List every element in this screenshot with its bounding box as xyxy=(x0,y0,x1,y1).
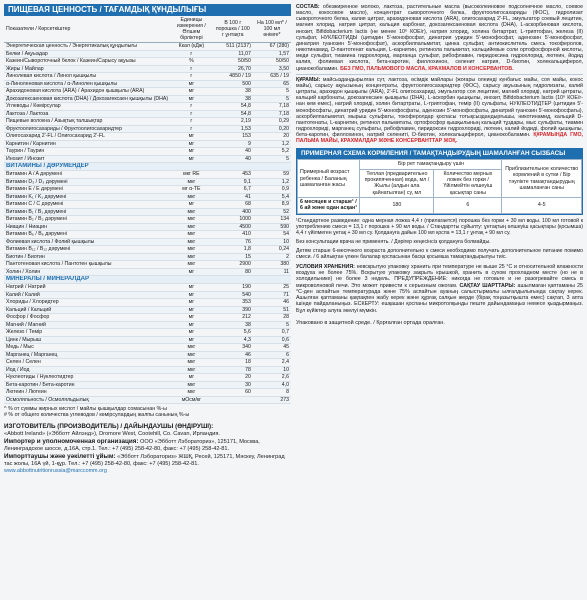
nutrient-unit: Ккал (кДж) xyxy=(170,43,213,51)
composition-kz-title: ҚҰРАМЫ: xyxy=(296,76,321,83)
nutrient-unit: г xyxy=(170,50,213,58)
nutrition-panel xyxy=(4,4,291,475)
nutrition-row xyxy=(4,73,291,81)
nutrient-name: Витамин E / E дәрумені xyxy=(4,186,170,194)
value-per-100ml: 5,4 xyxy=(253,193,291,201)
nutrient-unit: мг xyxy=(170,299,213,307)
value-per-100g: 80 xyxy=(213,268,253,276)
value-per-100g: 1,8 xyxy=(213,246,253,254)
value-per-100g: 9,1 xyxy=(213,178,253,186)
nutrient-name: Пантотеновая кислота / Пантотен қышқылы xyxy=(4,261,170,269)
value-per-100g: 40 xyxy=(213,148,253,156)
nutrient-name: Лактоза / Лактоза xyxy=(4,110,170,118)
nutrition-row xyxy=(4,193,291,201)
nutrition-row xyxy=(4,314,291,322)
nutrition-row xyxy=(4,50,291,58)
feeding-table xyxy=(297,159,582,213)
nutrient-unit: мг xyxy=(170,314,213,322)
nutrient-name: Йод / Йод xyxy=(4,366,170,374)
value-per-100ml: 8,9 xyxy=(253,201,291,209)
column-header: В 100 г порошка / 100 г ұнтақта xyxy=(213,16,253,43)
nutrition-row xyxy=(4,374,291,382)
nutrient-name: Хлориды / Хлоридтер xyxy=(4,299,170,307)
nutrient-name: Осмоляльность / Осмоляльдылық xyxy=(4,396,170,404)
nutrient-name: Белки / Ақуыздар xyxy=(4,50,170,58)
value-per-100g: 5,6 xyxy=(213,329,253,337)
value-per-100g: 190 xyxy=(213,284,253,292)
nutrient-unit: мг xyxy=(170,88,213,96)
value-per-100g: 15 xyxy=(213,253,253,261)
value-per-100g: 20 xyxy=(213,374,253,382)
column-header: На 100 мл* / 100 мл өнімге* xyxy=(253,16,291,43)
feeding-count: 4-5 xyxy=(502,197,582,213)
nutrition-row xyxy=(4,118,291,126)
value-per-100ml: 2,6 xyxy=(253,374,291,382)
nutrient-unit: мг xyxy=(170,155,213,163)
nutrition-row xyxy=(4,110,291,118)
nutrient-unit: г xyxy=(170,73,213,81)
nutrient-unit: мг xyxy=(170,336,213,344)
value-per-100ml: 4,0 xyxy=(253,381,291,389)
value-per-100g: 68 xyxy=(213,201,253,209)
value-per-100g: 38 xyxy=(213,88,253,96)
manufacturer-block xyxy=(4,423,291,475)
nutrient-unit: мкг xyxy=(170,238,213,246)
nutrient-name: Холин / Холин xyxy=(4,268,170,276)
storage-kz-title: САҚТАУ ШАРТТАРЫ: xyxy=(459,282,516,289)
nutrient-name: Таурин / Таурин xyxy=(4,148,170,156)
value-per-100g: 54,8 xyxy=(213,110,253,118)
nutrient-name: Магний / Магний xyxy=(4,321,170,329)
value-per-100ml: 1,2 xyxy=(253,178,291,186)
importer-kz-title: Импорттаушы және уәкілетті ұйым: xyxy=(4,452,116,460)
nutrition-row xyxy=(4,140,291,148)
feeding-header-age: Примерный возраст ребенка / Баланың шамаланған жасы xyxy=(298,160,360,197)
nutrient-name: Карнитин / Карнитин xyxy=(4,140,170,148)
value-per-100g: 41 xyxy=(213,193,253,201)
nutrient-unit: г xyxy=(170,103,213,111)
importer-title: Импортер и уполномоченная организация: xyxy=(4,437,139,445)
nutrient-name: Инозит / Инозит xyxy=(4,155,170,163)
nutrition-row xyxy=(4,359,291,367)
importer-kz-address: «Эбботт Лэбораториз» ЖШҚ, Ресей, 125171, Мәскеу, Ленинград тас жолы, 16А үй, 1-құр. Тел.: +7 (495) 258-42-80, факс: +7 (495) 258-42-81. xyxy=(4,453,285,467)
nutrient-name: Витамин K₁ / K₁ дәрумені xyxy=(4,193,170,201)
feeding-age: 6 месяцев и старше¹ / 6 ай және одан асқан¹ xyxy=(298,197,360,213)
dilution-note: ¹Стандартное разведение: одна мерная ложка 4,4 г (прилагается) порошка без горки + 30 мл воды. 100 мл готовой к употреблению смеси = 13,1 г порошка + 90 мл воды. / Стандартты сұйылту: ұнтақтың өлшеуіш қасықтары (қосымша) 4,4 г үйілмеген ұнтақ + 30 мл су. Қолдануға дайын 100 мл қоспа = 13,1 г ұнтақ + 90 мл су. xyxy=(296,217,583,236)
feeding-table-head xyxy=(298,160,582,169)
nutrient-name: Витамин C / C дәрумені xyxy=(4,201,170,209)
nutrition-row xyxy=(4,261,291,269)
value-per-100g: 46 xyxy=(213,351,253,359)
value-per-100ml: 8 xyxy=(253,389,291,397)
value-per-100ml: 71 xyxy=(253,291,291,299)
value-per-100g: 340 xyxy=(213,344,253,352)
nutrient-name: Линолевая кислота / Линол қышқылы xyxy=(4,73,170,81)
nutrient-unit: мкг xyxy=(170,366,213,374)
value-per-100g: 2900 xyxy=(213,261,253,269)
nutrition-row xyxy=(4,201,291,209)
manufacturer-address: «Abbott Ireland» («Эбботт Айлэнд»), Dromore West, Cootehill, Co. Cavan, Ирландия. xyxy=(4,430,220,437)
nutrition-row xyxy=(4,291,291,299)
nutrient-unit: мкг xyxy=(170,261,213,269)
value-per-100g: 78 xyxy=(213,366,253,374)
value-per-100ml: 20 xyxy=(253,133,291,141)
composition-kz-text: майсыздандырылған сүт, лактоза, өсімдік майлары (жоғары олеинді күнбағыс майы, соя майы, кокос майы), сарысу ақуызының концентраты, фруктоолигосахаридтер (ФОС), сарысу ақуызының гидролизаты, калий цитраты, арахидон қышқылы (ARA), 2'-FL олигосахариді, эмульгатор соя лецитині, магний хлориді, натрий цитраты, кальций карбонаты, докозагексаен қышқылы (DHA), L-аскорбин қышқылы, инозит, Bifidobacterium lactis (10⁶ КОЕ/г-нан кем емес), натрий хлориді, холин битартраты, L-триптофан, темір (II) сульфаты, НУКЛЕОТИДТЕР (цитидин 5'-монофосфаты, динатрий уридин 5'-монофосфаты, аденозин 5'-монофосфаты, динатрий гуанозин 5'-монофосфаты), аскорбилпальмитат, мырыш сульфаты, токоферолдар қоспасы тотықсыздандырғышы, никотинамид, кальций D-пантотенаты, L-карнитин, ретинол пальмитаты, ортофосфор қышқылының кальций тұздары, мыс сульфаты, тиамин гидрохлориді, марганец сульфаты, рибофлавин, пиридоксин гидрохлориді, лютеин, калий йодиді, фолий қышқылы, бета-каротин, филлохинон, натрий селениті, D-биотин, холекальциферол, цианокобаламин. xyxy=(296,76,583,139)
column-header: Единицы измерения / Өлшем бірліктері xyxy=(170,16,213,43)
vitamins-section-header: ВИТАМИНЫ / ДӘРУМЕНДЕР xyxy=(4,163,291,171)
nutrient-name: Витамин B₆ / B₆ дәрумені xyxy=(4,231,170,239)
nutrition-row xyxy=(4,284,291,292)
value-per-100ml: 7,18 xyxy=(253,103,291,111)
value-per-100ml: 635 / 19 xyxy=(253,73,291,81)
value-per-100ml: 2,4 xyxy=(253,359,291,367)
value-per-100ml: 3,50 xyxy=(253,65,291,73)
value-per-100g: 212 xyxy=(213,314,253,322)
value-per-100ml: 0,29 xyxy=(253,118,291,126)
value-per-100g: 18 xyxy=(213,359,253,367)
nutrition-row xyxy=(4,88,291,96)
nutrient-unit: мг α-TE xyxy=(170,186,213,194)
value-per-100g: 2,19 xyxy=(213,118,253,126)
nutrient-name: Бета-каротин / Бета-каротин xyxy=(4,381,170,389)
footnotes xyxy=(4,406,291,419)
footnote: ^ % от суммы жирных кислот / майлы қышқылдар сомасынан %-ы xyxy=(4,406,167,412)
value-per-100ml: 10 xyxy=(253,238,291,246)
value-per-100ml: 67 (280) xyxy=(253,43,291,51)
value-per-100ml: 1,2 xyxy=(253,140,291,148)
nutrient-unit: мкг RE xyxy=(170,171,213,179)
value-per-100ml: 5,2 xyxy=(253,148,291,156)
nutrition-row xyxy=(4,351,291,359)
value-per-100ml: 11 xyxy=(253,268,291,276)
nutrition-row xyxy=(4,231,291,239)
nutrient-unit: мг xyxy=(170,306,213,314)
value-per-100ml: 0,6 xyxy=(253,336,291,344)
footnote: # % от общего количества углеводов / көмірсулардың жалпы санының %-ы xyxy=(4,412,190,419)
nutrition-row xyxy=(4,65,291,73)
nutrient-name: Витамин B₂ / B₂ дәрумені xyxy=(4,216,170,224)
value-per-100ml: 51 xyxy=(253,306,291,314)
value-per-100g: 410 xyxy=(213,231,253,239)
nutrient-unit: мг xyxy=(170,201,213,209)
nutrient-name: Энергетическая ценность / Энергетикалық құндылығы xyxy=(4,43,170,51)
value-per-100ml: 380 xyxy=(253,261,291,269)
nutrition-row xyxy=(4,223,291,231)
value-per-100g: 500 xyxy=(213,80,253,88)
nutrition-row xyxy=(4,253,291,261)
nutrient-unit: % xyxy=(170,58,213,66)
nutrition-row xyxy=(4,155,291,163)
value-per-100g: 153 xyxy=(213,133,253,141)
nutrition-table-head xyxy=(4,16,291,43)
value-per-100g: 1000 xyxy=(213,216,253,224)
composition-kz-warning: ҚҰРАМЫНДА ГМО, ПАЛЬМА МАЙЫ, КРАХМАЛДАР ЖӘНЕ КОНСЕРВАНТТАР ЖОҚ. xyxy=(296,132,583,145)
nutrient-name: Пищевые волокна / Азықтық талшықтар xyxy=(4,118,170,126)
nutrient-name: Железо / Темір xyxy=(4,329,170,337)
nutrition-row xyxy=(4,171,291,179)
storage-title: УСЛОВИЯ ХРАНЕНИЯ: xyxy=(296,264,355,271)
nutrient-name: Витамин B₁ / B₁ дәрумені xyxy=(4,208,170,216)
value-per-100g: 50/50 xyxy=(213,58,253,66)
nutrient-unit: мкг xyxy=(170,344,213,352)
nutrition-row xyxy=(4,80,291,88)
value-per-100ml: 45 xyxy=(253,344,291,352)
nutrient-unit: мг xyxy=(170,148,213,156)
value-per-100g: 353 xyxy=(213,299,253,307)
composition-kz xyxy=(296,77,583,145)
divider xyxy=(296,74,583,75)
supplement-note: Детям старше 6-месячного возраста дополнительно к смеси необходимо получать дополнительное питание помимо смеси. / 6 айлықтан үлкен балалар қоспасынан басқа қосымша тамақтандырылуы тиіс. xyxy=(296,247,583,260)
nutrient-name: Витамин A / A дәрумені xyxy=(4,171,170,179)
nutrient-unit: мг xyxy=(170,268,213,276)
nutrient-unit: мг xyxy=(170,329,213,337)
nutrient-unit: мкг xyxy=(170,208,213,216)
nutrient-name: Докозагексаеновая кислота (DHA) / Докозагексаен қышқылы (DHA) xyxy=(6,95,169,102)
nutrition-row xyxy=(4,381,291,389)
value-per-100ml: 10 xyxy=(253,366,291,374)
value-per-100ml: 273 xyxy=(253,396,291,404)
value-per-100g: 60 xyxy=(213,389,253,397)
value-per-100ml: 6 xyxy=(253,351,291,359)
nutrient-name: Натрий / Натрий xyxy=(4,284,170,292)
nutrient-name: Цинк / Мырыш xyxy=(4,336,170,344)
importer-address: ООО «Эбботт Лэбораториз», 125171, Москва, Ленинградское шоссе, д.16А, стр.1. Тел.: +7 (495) 258-42-80, факс: +7 (495) 258-42-81. xyxy=(4,438,260,452)
nutrient-name: Лютеин / Лютеин xyxy=(4,389,170,397)
nutrient-unit: мкг xyxy=(170,178,213,186)
nutrient-name: Ниацин / Ниацин xyxy=(4,223,170,231)
value-per-100ml: 46 xyxy=(253,299,291,307)
feeding-row xyxy=(298,197,582,213)
value-per-100ml: 5 xyxy=(253,88,291,96)
feeding-header-spoons: Количество мерных ложек без горки / Үйілмейтін өлшеуіш қасықтар саны xyxy=(434,169,502,197)
nutrition-row xyxy=(4,329,291,337)
storage-conditions xyxy=(296,264,583,314)
value-per-100g: 30 xyxy=(213,381,253,389)
nutrient-unit: мкг xyxy=(170,351,213,359)
nutrient-name: Жиры / Майлар xyxy=(4,65,170,73)
composition-ru-warning: БЕЗ ГМО, ПАЛЬМОВОГО МАСЛА, КРАХМАЛОВ И КОНСЕРВАНТОВ. xyxy=(340,65,514,72)
nutrient-unit: мкг xyxy=(170,223,213,231)
nutrition-row xyxy=(4,389,291,397)
nutrition-table xyxy=(4,16,291,404)
feeding-scheme-title: ПРИМЕРНАЯ СХЕМА КОРМЛЕНИЯ / ТАМАҚТАНДЫРУДЫҢ ШАМАЛАНҒАН СЫЗБАСЫ xyxy=(297,149,582,159)
nutrition-row xyxy=(4,43,291,51)
value-per-100ml: 59 xyxy=(253,171,291,179)
value-per-100ml: 5 xyxy=(253,95,291,103)
nutrient-unit: мг xyxy=(170,140,213,148)
value-per-100g: 511 (2137) xyxy=(213,43,253,51)
value-per-100g xyxy=(213,396,253,404)
value-per-100ml: 2 xyxy=(253,253,291,261)
nutrient-name: Селен / Селен xyxy=(4,359,170,367)
nutrient-unit: мг xyxy=(170,80,213,88)
nutrient-name: Медь / Мыс xyxy=(4,344,170,352)
nutrition-row xyxy=(4,366,291,374)
nutrient-name: Биотин / Биотин xyxy=(4,253,170,261)
nutrient-unit: мкг xyxy=(170,193,213,201)
nutrient-name: Нуклеотиды / Нуклеотидтер xyxy=(4,374,170,382)
value-per-100g: 453 xyxy=(213,171,253,179)
nutrient-name: Фолиевая кислота / Фолий қышқылы xyxy=(4,238,170,246)
value-per-100ml: 0,24 xyxy=(253,246,291,254)
nutrient-name: Витамин B₁₂ / B₁₂ дәрумені xyxy=(4,246,170,254)
nutrient-name: Кальций / Кальций xyxy=(4,306,170,314)
value-per-100g: 1,53 xyxy=(213,125,253,133)
value-per-100ml: 134 xyxy=(253,216,291,224)
value-per-100ml: 590 xyxy=(253,223,291,231)
value-per-100g: 4850 / 19 xyxy=(213,73,253,81)
nutrition-row xyxy=(4,238,291,246)
nutrient-name: Арахидоновая кислота (ARA) / Арахидон қышқылы (ARA) xyxy=(4,88,170,96)
feeding-header-sub: Бір рет тамақтандыру үшін xyxy=(360,160,502,169)
value-per-100g: 38 xyxy=(213,321,253,329)
nutrient-unit: мкг xyxy=(170,253,213,261)
value-per-100ml: 5 xyxy=(253,321,291,329)
feeding-scheme xyxy=(296,148,583,214)
feeding-header-count: Приблизительное количество кормлений в сутки / Бір тәулікте тамақтандырудың шамаланған саны xyxy=(502,160,582,197)
value-per-100ml: 28 xyxy=(253,314,291,322)
nutrient-name: Фруктоолигосахариды / Фруктоолигосахаридтер xyxy=(4,125,170,133)
nutrient-name: Казеин/Сывороточный белок / Казеин/Сарысу ақуызы xyxy=(4,58,170,66)
nutrition-row xyxy=(4,321,291,329)
nutrition-row xyxy=(4,344,291,352)
nutrient-unit: мг xyxy=(170,291,213,299)
value-per-100g: 4500 xyxy=(213,223,253,231)
nutrition-row xyxy=(4,306,291,314)
nutrient-name: Углеводы / Көмірсулар xyxy=(4,103,170,111)
nutrition-row xyxy=(4,216,291,224)
value-per-100g: 4,3 xyxy=(213,336,253,344)
nutrient-unit: мкг xyxy=(170,216,213,224)
nutrition-header: ПИЩЕВАЯ ЦЕННОСТЬ / ТАҒАМДЫҚ ҚҰНДЫЛЫҒЫ xyxy=(4,4,291,16)
composition-ru-text: обезжиренное молоко, лактоза, растительные масла (высоколеиновое подсолнечное масло, соевое масло, кокосовое масло), концентрат сывороточного белка, фруктоолигосахариды (ФОС), гидролизат сывороточного белка, калия цитрат, арахидоновая кислота (ARA), олигосахарид 2'-FL, эмульгатор соевый лецитин, магния хлорид, натрия цитрат, кальция карбонат, докозагексаеновая кислота (DHA), L-аскорбиновая кислота, инозит, Bifidobacterium lactis (не менее 10⁶ КОЕ/г), натрия хлорид, холина битартрат, L-триптофан, железа (II) сульфат, НУКЛЕОТИДЫ (цитидин 5'-монофосфат, динатрия уридин 5'-монофосфат, аденозин 5'-монофосфат, динатрия гуанозин 5'-монофосфат), аскорбилпальмитат, цинка сульфат, антиокислитель смесь токоферолов, никотинамид, D-пантотенат кальция, L-карнитин, ретинола пальмитат, кальцийевые соли ортофосфорной кислоты, меди сульфат, тиамина гидрохлорид, марганца сульфат, рибофлавин, пиридоксина гидрохлорид, лютеин, йодид калия, фолиевая кислота, бета-каротин, филлохинон, селенит натрия, D-биотин, холекальциферол, цианокобаламин. xyxy=(296,4,583,72)
value-per-100g: 76 xyxy=(213,238,253,246)
nutrient-unit: г xyxy=(170,65,213,73)
nutrition-row xyxy=(4,336,291,344)
doctor-note: Без консультации врача не применять. / Дәрігер кеңесінсіз қолдануға болмайды. xyxy=(296,238,491,245)
nutrient-name: Калий / Калий xyxy=(4,291,170,299)
nutrient-unit: мкг xyxy=(170,359,213,367)
manufacturer-title: ИЗГОТОВИТЕЛЬ (ПРОИЗВОДИТЕЛЬ) / ДАЙЫНДАУШЫ (ӨНДІРУШІ): xyxy=(4,422,214,430)
value-per-100ml: 7,18 xyxy=(253,110,291,118)
value-per-100g: 540 xyxy=(213,291,253,299)
value-per-100ml: 0,20 xyxy=(253,125,291,133)
storage-text: невскрытую упаковку хранить при температуре не выше 25 °С и относительной влажности воздуха не более 75%. Вскрытую упаковку закрыть крышкой, хранить в сухом прохладном месте (но не в холодильнике) не более 3 недель. ПРЕДУПРЕЖДЕНИЕ: никогда не готовьте и не разогревайте смесь в микроволновой печи. Это может привести к серьезным ожогам. xyxy=(296,264,583,289)
composition-title: СОСТАВ: xyxy=(296,4,320,10)
website-link[interactable]: www.abbottnutritionrussia@marccomm.org xyxy=(4,467,107,474)
value-per-100g: 9 xyxy=(213,140,253,148)
nutrient-unit: мг xyxy=(170,284,213,292)
value-per-100ml: 0,9 xyxy=(253,186,291,194)
nutrition-row xyxy=(4,103,291,111)
nutrient-name: Олигосахарид 2'-FL / Олигосахарид 2'-FL xyxy=(4,133,170,141)
nutrition-row xyxy=(4,268,291,276)
value-per-100ml: 5 xyxy=(253,155,291,163)
nutrient-unit: мг xyxy=(170,374,213,382)
packaging-note: Упаковано в защитной среде. / Қорғалған ортада оралған. xyxy=(296,319,445,326)
nutrition-row xyxy=(4,58,291,66)
nutrient-unit: мкг xyxy=(170,389,213,397)
value-per-100g: 54,8 xyxy=(213,103,253,111)
nutrient-unit: мг xyxy=(170,133,213,141)
nutrition-row xyxy=(4,148,291,156)
nutrition-row xyxy=(4,178,291,186)
nutrition-row xyxy=(4,299,291,307)
nutrient-unit: мкг xyxy=(170,246,213,254)
nutrient-unit: мОсм/кг xyxy=(170,396,213,404)
value-per-100ml: 0,7 xyxy=(253,329,291,337)
composition-ru xyxy=(296,4,583,72)
storage-kz-text: ашылмаған қаптаманы 25 °С-ден аспайтын температурада және 75% аспайтын ауаның салыстырмалы ылғалдылығында сақтау керек. Ашылған қаптаманы қақпақпен жабу керек және құрғақ салқын жерде (бірақ тоңазытқышта емес) сақтап, 3 апта ішінде пайдаланыңыз. ЕСКЕРТУ: ешқашан қоспаны микротолқынды пеште дайындамаңыз немесе қыздырмаңыз. Бұл күйіктер алуға әкелуі мүмкін. xyxy=(296,282,583,314)
nutrition-row xyxy=(4,186,291,194)
nutrient-unit: мг xyxy=(170,95,213,103)
value-per-100ml: 65 xyxy=(253,80,291,88)
nutrition-row xyxy=(4,95,291,103)
value-per-100g: 40 xyxy=(213,155,253,163)
value-per-100ml: 25 xyxy=(253,284,291,292)
nutrition-row xyxy=(4,208,291,216)
value-per-100g: 390 xyxy=(213,306,253,314)
nutrient-unit: мкг xyxy=(170,231,213,239)
nutrient-name: α-Линоленовая кислота / α-Линолен қышқылы xyxy=(4,80,170,88)
nutrient-unit: г xyxy=(170,125,213,133)
nutrition-row xyxy=(4,396,291,404)
feeding-spoons: 6 xyxy=(434,197,502,213)
value-per-100g: 38 xyxy=(213,95,253,103)
nutrient-name: Витамин D₃ / D₃ дәрумені xyxy=(4,178,170,186)
value-per-100g: 26,70 xyxy=(213,65,253,73)
value-per-100ml: 52 xyxy=(253,208,291,216)
nutrient-name: Фосфор / Фосфор xyxy=(4,314,170,322)
feeding-header-water: Теплая (предварительно прокипяченная) вода, мл / Жылы (алдын ала қайнатылған) су, мл xyxy=(360,169,434,197)
nutrition-row xyxy=(4,246,291,254)
value-per-100g: 11,07 xyxy=(213,50,253,58)
feeding-water: 180 xyxy=(360,197,434,213)
value-per-100g: 6,7 xyxy=(213,186,253,194)
nutrient-unit: г xyxy=(170,110,213,118)
nutrient-unit: г xyxy=(170,118,213,126)
nutrition-row xyxy=(4,133,291,141)
nutrient-unit: мкг xyxy=(170,381,213,389)
value-per-100ml: 1,57 xyxy=(253,50,291,58)
composition-panel xyxy=(296,4,583,327)
value-per-100g: 400 xyxy=(213,208,253,216)
value-per-100ml: 54 xyxy=(253,231,291,239)
minerals-section-header: МИНЕРАЛЫ / МИНЕРАЛДАР xyxy=(4,276,291,284)
nutrient-unit: мг xyxy=(170,321,213,329)
nutrition-row xyxy=(4,125,291,133)
nutrient-name: Марганец / Марганец xyxy=(4,351,170,359)
value-per-100ml: 50/50 xyxy=(253,58,291,66)
column-header: Показатели / Көрсеткіштер xyxy=(4,16,170,43)
